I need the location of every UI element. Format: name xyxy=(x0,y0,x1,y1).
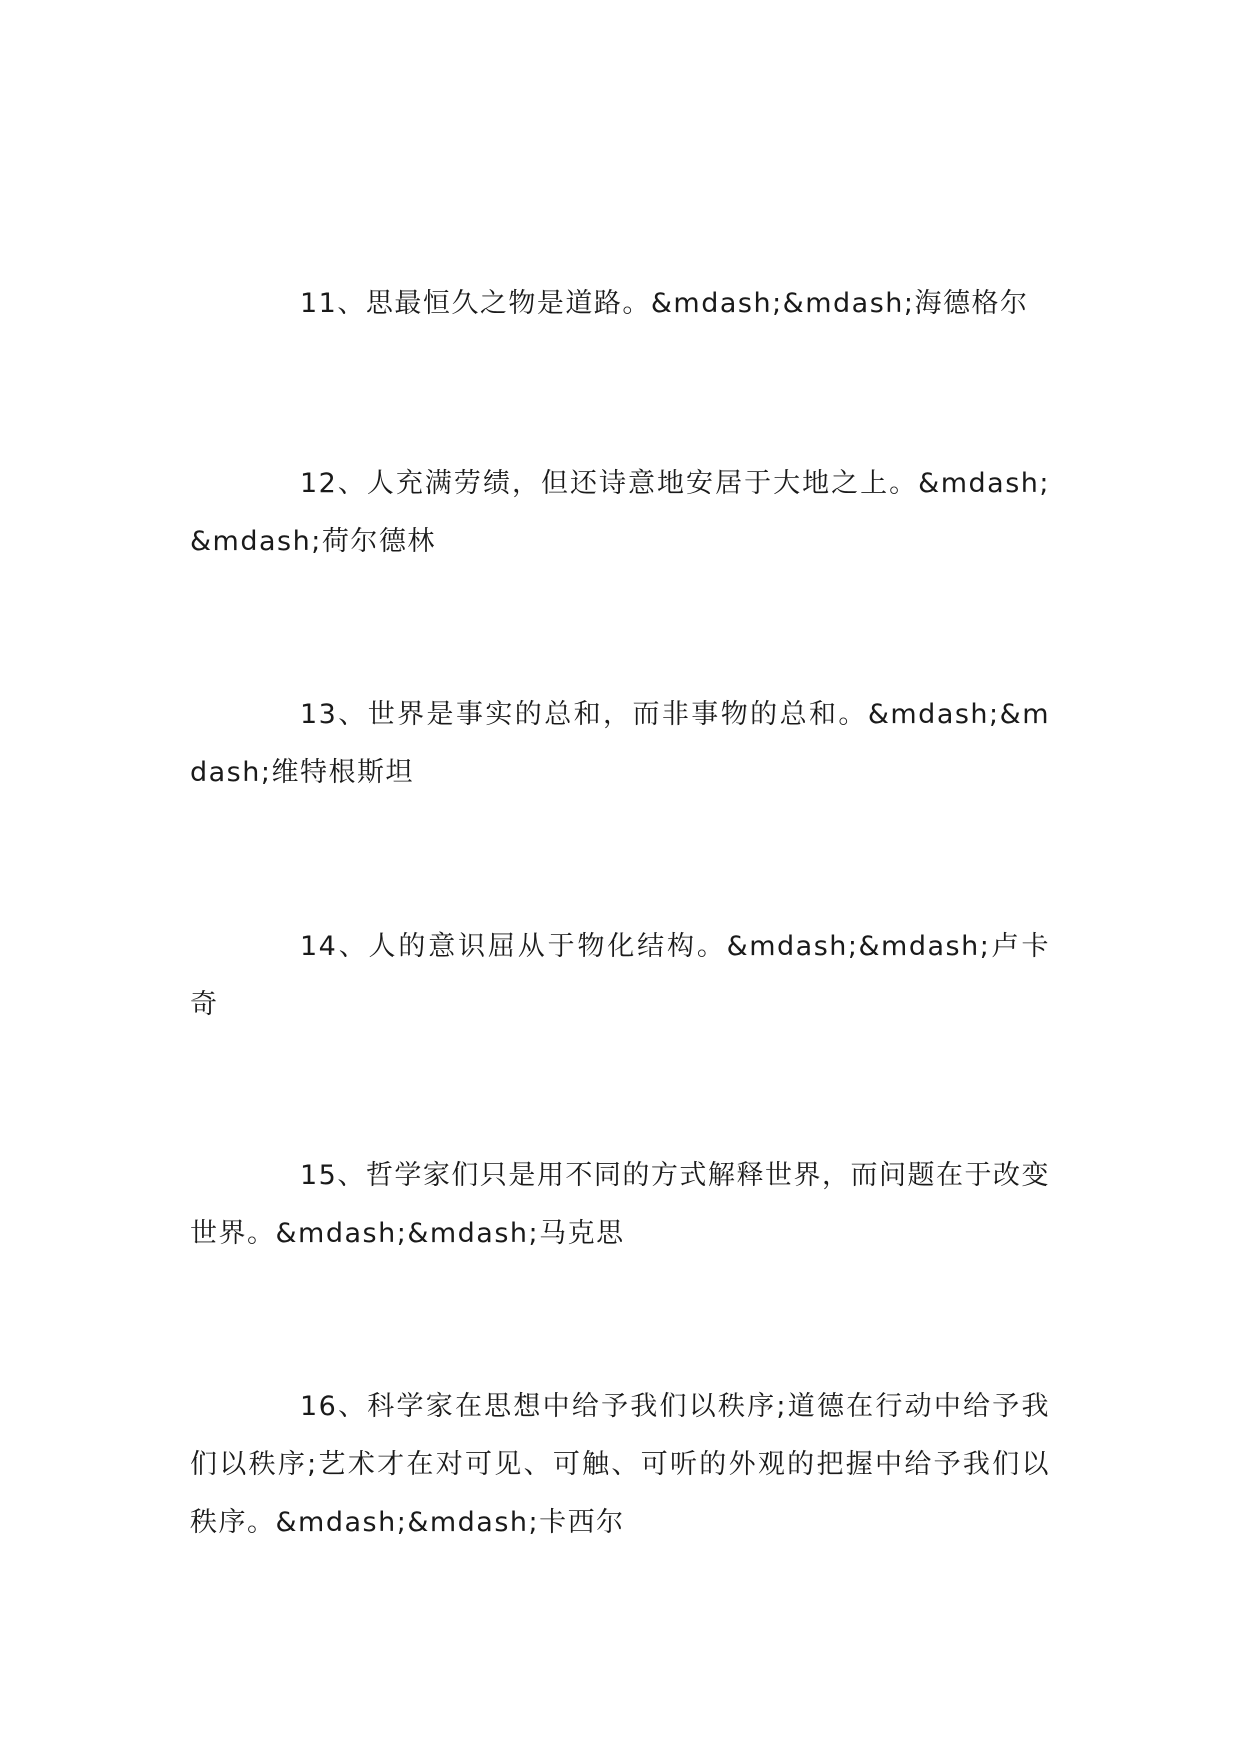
quote-paragraph-12: 12、人充满劳绩，但还诗意地安居于大地之上。&mdash;&mdash;荷尔德林 xyxy=(190,468,1050,557)
quote-paragraph-14: 14、人的意识屈从于物化结构。&mdash;&mdash;卢卡奇 xyxy=(190,931,1050,1020)
quote-paragraph-16: 16、科学家在思想中给予我们以秩序;道德在行动中给予我们以秩序;艺术才在对可见、可触、可听的外观的把握中给予我们以秩序。&mdash;&mdash;卡西尔 xyxy=(190,1391,1050,1538)
quote-paragraph-11: 11、思最恒久之物是道路。&mdash;&mdash;海德格尔 xyxy=(300,288,1029,319)
quote-paragraph-15: 15、哲学家们只是用不同的方式解释世界，而问题在于改变世界。&mdash;&mdash;马克思 xyxy=(190,1160,1050,1249)
quote-paragraph-13: 13、世界是事实的总和，而非事物的总和。&mdash;&mdash;维特根斯坦 xyxy=(190,699,1050,788)
